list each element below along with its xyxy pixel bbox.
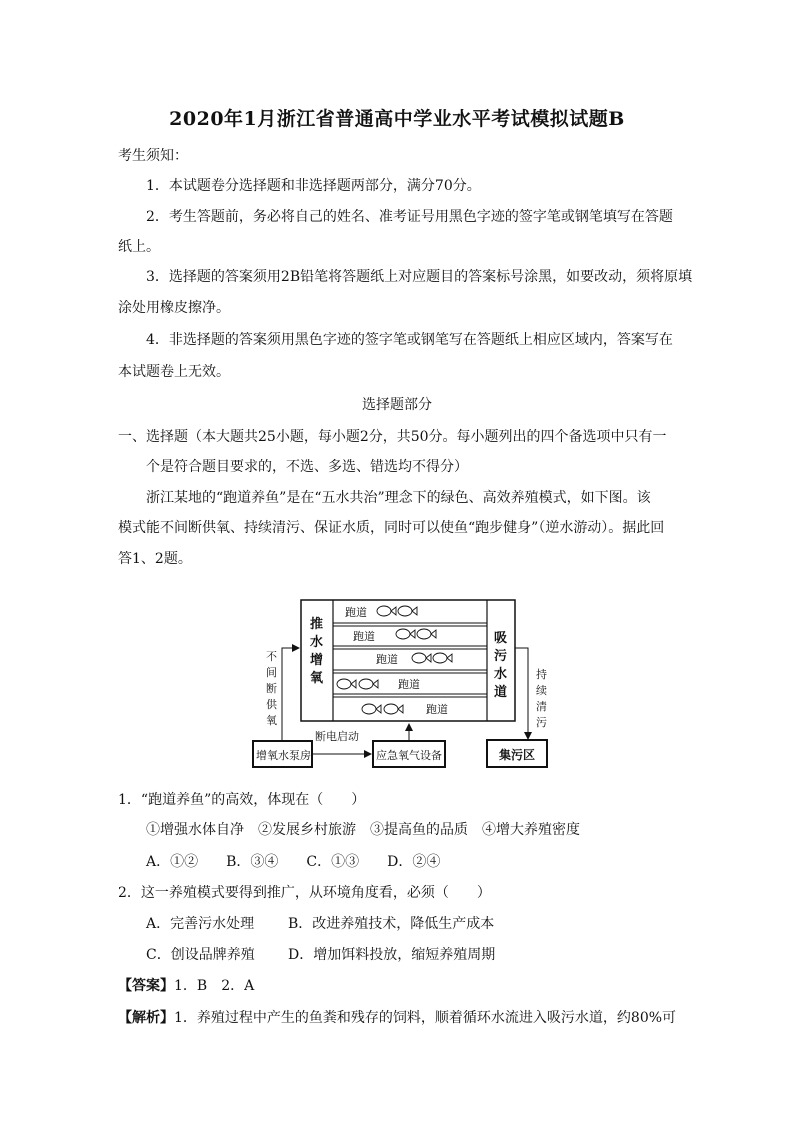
continuous-oxygen-label: 不 间 断 供 氧: [266, 650, 277, 727]
intro-line-1: 浙江某地的“跑道养鱼”是在“五水共治”理念下的绿色、高效养殖模式，如下图。该: [146, 490, 651, 506]
intro-line-3: 答1、2题。: [118, 551, 192, 567]
fish-group-4: [337, 679, 378, 689]
question-2-option-a: A．完善污水处理: [146, 916, 255, 932]
analysis-tag: 【解析】: [118, 1010, 174, 1026]
notice-item-1: 1．本试题卷分选择题和非选择题两部分，满分70分。: [146, 178, 481, 194]
lane-label-2: 跑道: [353, 630, 375, 643]
analysis-line: [118, 1008, 676, 1028]
page-title: 2020年1月浙江省普通高中学业水平考试模拟试题B: [169, 108, 625, 130]
notice-item-3: 3．选择题的答案须用2B铅笔将答题纸上对应题目的答案标号涂黑，如要改动，须将原填: [146, 269, 693, 285]
lane-label-5: 跑道: [426, 703, 448, 716]
suction-channel-label: 吸 污 水 道: [494, 631, 508, 700]
question-2-stem: 2．这一养殖模式要得到推广，从环境角度看，必须（ ）: [118, 885, 491, 901]
power-failure-label: 断电启动: [315, 730, 359, 743]
question-1-items: ①增强水体自净 ②发展乡村旅游 ③提高鱼的品质 ④增大养殖密度: [146, 822, 580, 838]
fish-group-5: [362, 704, 403, 714]
notice-item-2: 2．考生答题前，务必将自己的姓名、准考证号用黑色字迹的签字笔或钢笔填写在答题: [146, 209, 673, 225]
collection-zone-label: 集污区: [499, 748, 536, 762]
lane-label-1: 跑道: [345, 606, 367, 619]
intro-line-2: 模式能不间断供氧、持续清污、保证水质，同时可以使鱼“跑步健身”（逆水游动）。据此回: [118, 520, 665, 536]
part-one-line-2: 个是符合题目要求的，不选、多选、错选均不得分）: [146, 459, 468, 475]
pump-house-label: 增氧水泵房: [256, 749, 311, 762]
notice-item-3-cont: 涂处用橡皮擦净。: [118, 300, 230, 316]
fish-group-3: [412, 653, 452, 663]
answer-tag: 【答案】: [118, 978, 174, 994]
question-1-options: A．①② B．③④ C．①③ D．②④: [146, 854, 441, 870]
lane-label-4: 跑道: [398, 678, 420, 691]
lane-label-3: 跑道: [376, 653, 398, 666]
notice-item-4-cont: 本试题卷上无效。: [118, 364, 230, 380]
question-2-option-c: C．创设品牌养殖: [146, 947, 255, 963]
question-2-option-d: D．增加饵料投放，缩短养殖周期: [288, 947, 496, 963]
analysis-text: 1．养殖过程中产生的鱼粪和残存的饲料，顺着循环水流进入吸污水道，约80%可: [174, 1010, 677, 1026]
notice-item-2-cont: 纸上。: [118, 239, 160, 255]
part-one-line-1: 一、选择题（本大题共25小题，每小题2分，共50分。每小题列出的四个备选项中只有一: [118, 429, 667, 445]
notice-heading: 考生须知：: [118, 148, 188, 164]
waste-flow-arrow: [515, 648, 528, 739]
section-heading: 选择题部分: [362, 397, 432, 413]
push-water-zone-label: 推 水 增 氧: [310, 617, 324, 686]
fish-group-2: [396, 629, 436, 639]
emergency-oxygen-label: 应急氧气设备: [376, 749, 442, 762]
fish-group-1: [377, 606, 417, 616]
continuous-cleaning-label: 持 续 清 污: [536, 668, 547, 729]
notice-item-4: 4．非选择题的答案须用黑色字迹的签字笔或钢笔写在答题纸上相应区域内，答案写在: [146, 332, 673, 348]
question-1-stem: 1．“跑道养鱼”的高效，体现在（ ）: [118, 792, 366, 808]
question-2-option-b: B．改进养殖技术，降低生产成本: [288, 916, 495, 932]
oxygen-supply-arrow: [282, 648, 299, 741]
answer-line: [118, 976, 254, 996]
answer-text: 1．B 2．A: [174, 978, 255, 994]
